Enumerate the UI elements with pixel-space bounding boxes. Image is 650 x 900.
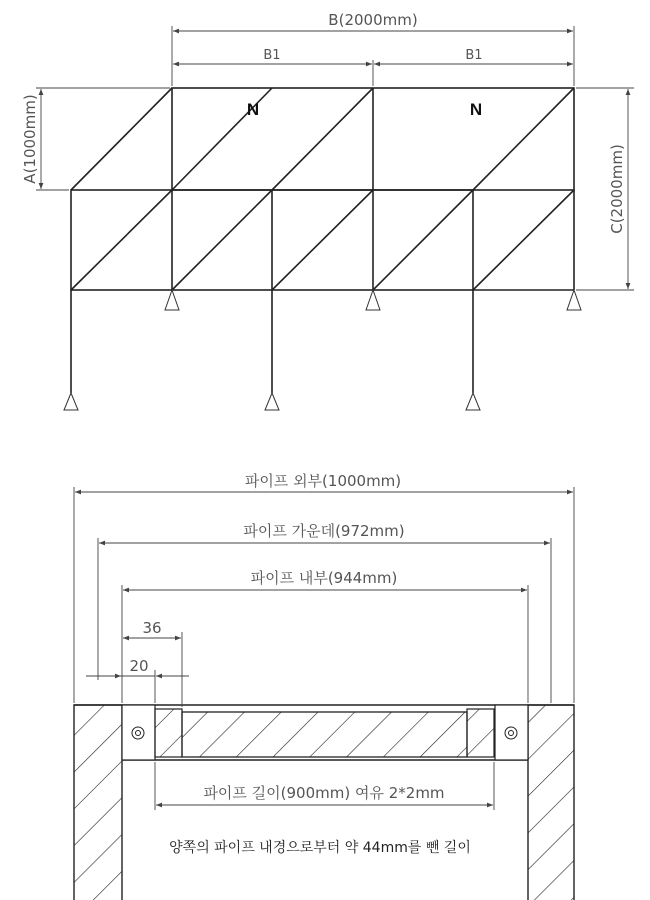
frame-diagonal bbox=[473, 88, 574, 190]
dim-inner-label: 파이프 내부(944mm) bbox=[250, 569, 398, 587]
right-wall bbox=[528, 705, 574, 900]
pipe-note: 양쪽의 파이프 내경으로부터 약 44mm를 뺀 길이 bbox=[169, 840, 471, 856]
dim-b-total-label: B(2000mm) bbox=[328, 11, 418, 29]
frame-diagonal bbox=[373, 190, 473, 290]
frame-diagonal bbox=[473, 190, 574, 290]
label-n-left: N bbox=[246, 100, 260, 119]
support-triangle bbox=[366, 290, 380, 310]
pipe-body bbox=[182, 712, 467, 757]
frame-diagonal bbox=[71, 190, 172, 290]
frame-diagonal bbox=[71, 88, 172, 190]
dim-b1-left-label: B1 bbox=[263, 48, 281, 63]
support-triangle bbox=[466, 393, 480, 410]
label-n-right: N bbox=[469, 100, 483, 119]
frame-diagonal bbox=[272, 88, 373, 190]
dim-c-label: C(2000mm) bbox=[608, 144, 626, 234]
right-end-block bbox=[495, 705, 528, 760]
support-triangle bbox=[567, 290, 581, 310]
left-end-block bbox=[122, 705, 155, 760]
dim-36-label: 36 bbox=[142, 619, 162, 637]
left-wall bbox=[74, 705, 122, 900]
support-triangle bbox=[64, 393, 78, 410]
dim-middle-label: 파이프 가운데(972mm) bbox=[243, 522, 405, 540]
frame-diagonal bbox=[172, 190, 272, 290]
dim-a-label: A(1000mm) bbox=[21, 94, 39, 184]
frame-diagonal bbox=[272, 190, 373, 290]
left-cap bbox=[155, 709, 182, 757]
dim-outer-label: 파이프 외부(1000mm) bbox=[244, 472, 402, 490]
pipe-section bbox=[74, 705, 574, 900]
pipe-dimensions bbox=[74, 472, 574, 856]
right-cap bbox=[467, 709, 494, 757]
dim-20-label: 20 bbox=[129, 657, 149, 675]
dim-b1-right-label: B1 bbox=[465, 48, 483, 63]
dim-length-label: 파이프 길이(900mm) 여유 2*2mm bbox=[203, 784, 445, 802]
support-triangle bbox=[165, 290, 179, 310]
frame-drawing bbox=[64, 88, 581, 410]
support-triangle bbox=[265, 393, 279, 410]
